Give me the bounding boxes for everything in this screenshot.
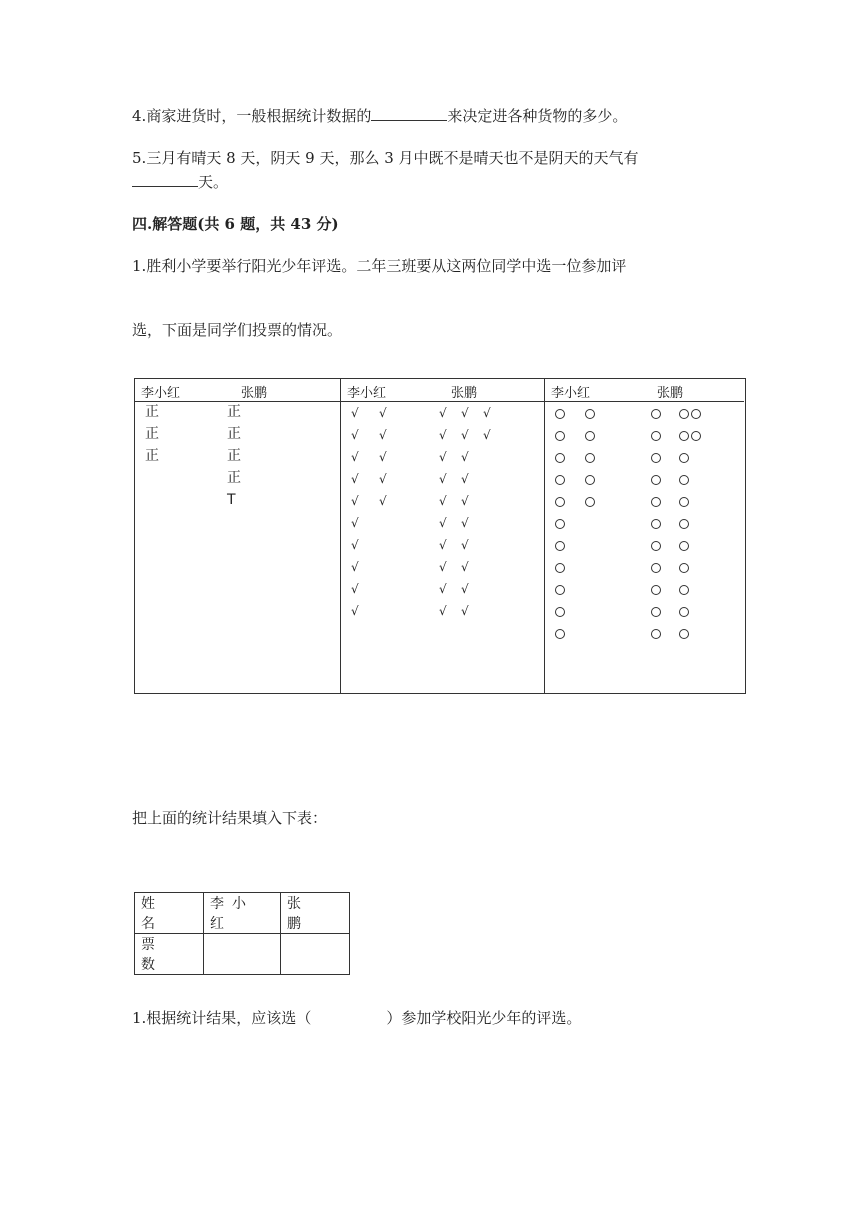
problem-1-line1: [132, 256, 626, 276]
check-mark: √: [439, 582, 447, 596]
zheng-mark: T: [227, 492, 236, 508]
check-mark: √: [379, 450, 387, 464]
circle-mark: [679, 497, 689, 507]
check-mark: √: [483, 406, 491, 420]
circle-mark: [555, 519, 565, 529]
result-name-b: 张 鹏: [281, 893, 350, 934]
tally-column-check: [340, 379, 544, 693]
tally-column-zheng: [135, 379, 340, 693]
zheng-mark: 正: [227, 470, 241, 486]
zheng-mark: 正: [145, 448, 159, 464]
check-mark: √: [351, 516, 359, 530]
circle-mark: [555, 563, 565, 573]
check-mark: √: [379, 494, 387, 508]
header-name-a: 李小红: [141, 386, 181, 401]
question-text: 商家进货时，一般根据统计数据的: [146, 107, 372, 125]
result-table: [134, 892, 350, 975]
check-mark: √: [351, 472, 359, 486]
circle-mark: [651, 519, 661, 529]
circle-mark: [691, 431, 701, 441]
check-mark: √: [461, 472, 469, 486]
sub-question-1: 1.根据统计结果，应该选（ ）参加学校阳光少年的评选。: [132, 1009, 582, 1027]
answer-blank[interactable]: [371, 106, 447, 121]
result-row-votes: [135, 934, 350, 975]
fill-instruction: 把上面的统计结果填入下表：: [132, 809, 328, 827]
circle-mark: [679, 453, 689, 463]
check-mark: √: [461, 582, 469, 596]
header-name-b: 张鹏: [657, 386, 684, 401]
circle-mark: [651, 629, 661, 639]
circle-mark: [555, 585, 565, 595]
question-text-end: 来决定进各种货物的多少。: [447, 107, 628, 125]
circle-mark: [585, 431, 595, 441]
circle-mark: [555, 541, 565, 551]
header-name-a: 李小红: [347, 386, 387, 401]
circle-mark: [651, 497, 661, 507]
result-label-name: 姓 名: [135, 893, 204, 934]
answer-blank[interactable]: [132, 172, 198, 187]
tally-column-circle: [544, 379, 744, 693]
circle-mark: [651, 563, 661, 573]
check-mark: √: [439, 406, 447, 420]
zheng-mark: 正: [227, 426, 241, 442]
circle-mark: [585, 497, 595, 507]
check-mark: √: [379, 472, 387, 486]
check-mark: √: [351, 604, 359, 618]
question-text-end: 天。: [198, 173, 229, 191]
check-mark: √: [439, 428, 447, 442]
question-5-line2: [132, 172, 228, 192]
circle-mark: [651, 475, 661, 485]
check-mark: √: [351, 428, 359, 442]
check-mark: √: [461, 406, 469, 420]
result-votes-a[interactable]: [204, 934, 281, 975]
circle-mark: [651, 541, 661, 551]
header-name-b: 张鹏: [451, 386, 478, 401]
check-mark: √: [439, 450, 447, 464]
header-name-b: 张鹏: [241, 386, 268, 401]
circle-mark: [651, 607, 661, 617]
circle-mark: [679, 519, 689, 529]
question-number: 4.: [132, 107, 147, 125]
check-mark: √: [461, 494, 469, 508]
result-row-names: [135, 893, 350, 934]
circle-mark: [651, 409, 661, 419]
tally-table: [134, 378, 746, 694]
problem-1-line2: 选，下面是同学们投票的情况。: [132, 321, 343, 339]
question-5: [132, 148, 639, 168]
circle-mark: [585, 409, 595, 419]
circle-mark: [679, 563, 689, 573]
question-4: [132, 106, 627, 126]
check-mark: √: [483, 428, 491, 442]
circle-mark: [555, 629, 565, 639]
circle-mark: [679, 475, 689, 485]
circle-mark: [555, 431, 565, 441]
check-mark: √: [461, 560, 469, 574]
tally-header: [135, 379, 340, 402]
circle-mark: [651, 431, 661, 441]
check-mark: √: [439, 494, 447, 508]
question-number: 5.: [132, 149, 147, 167]
tally-header: [341, 379, 544, 402]
circle-mark: [555, 607, 565, 617]
zheng-mark: 正: [227, 404, 241, 420]
circle-mark: [555, 475, 565, 485]
check-mark: √: [461, 428, 469, 442]
check-mark: √: [461, 538, 469, 552]
circle-mark: [555, 409, 565, 419]
circle-mark: [691, 409, 701, 419]
check-mark: √: [379, 406, 387, 420]
check-mark: √: [351, 494, 359, 508]
zheng-mark: 正: [145, 426, 159, 442]
check-mark: √: [351, 582, 359, 596]
circle-mark: [679, 607, 689, 617]
check-mark: √: [439, 538, 447, 552]
result-name-a: 李小红: [204, 893, 281, 934]
check-mark: √: [439, 604, 447, 618]
circle-mark: [679, 629, 689, 639]
circle-mark: [555, 453, 565, 463]
check-mark: √: [461, 450, 469, 464]
circle-mark: [679, 541, 689, 551]
circle-mark: [651, 585, 661, 595]
check-mark: √: [351, 560, 359, 574]
check-mark: √: [439, 472, 447, 486]
circle-mark: [585, 453, 595, 463]
check-mark: √: [461, 516, 469, 530]
check-mark: √: [439, 516, 447, 530]
section-heading: 四.解答题(共 6 题，共 43 分): [132, 215, 339, 233]
circle-mark: [651, 453, 661, 463]
zheng-mark: 正: [227, 448, 241, 464]
check-mark: √: [439, 560, 447, 574]
zheng-mark: 正: [145, 404, 159, 420]
circle-mark: [585, 475, 595, 485]
circle-mark: [679, 585, 689, 595]
problem-text: 胜利小学要举行阳光少年评选。二年三班要从这两位同学中选一位参加评: [146, 257, 627, 275]
check-mark: √: [351, 538, 359, 552]
result-votes-b[interactable]: [281, 934, 350, 975]
header-name-a: 李小红: [551, 386, 591, 401]
circle-mark: [679, 409, 689, 419]
check-mark: √: [461, 604, 469, 618]
check-mark: √: [351, 406, 359, 420]
question-text: 三月有晴天 8 天，阴天 9 天，那么 3 月中既不是晴天也不是阴天的天气有: [146, 149, 639, 167]
problem-number: 1.: [132, 257, 147, 275]
result-label-votes: 票 数: [135, 934, 204, 975]
check-mark: √: [351, 450, 359, 464]
tally-header: [545, 379, 744, 402]
circle-mark: [679, 431, 689, 441]
circle-mark: [555, 497, 565, 507]
check-mark: √: [379, 428, 387, 442]
